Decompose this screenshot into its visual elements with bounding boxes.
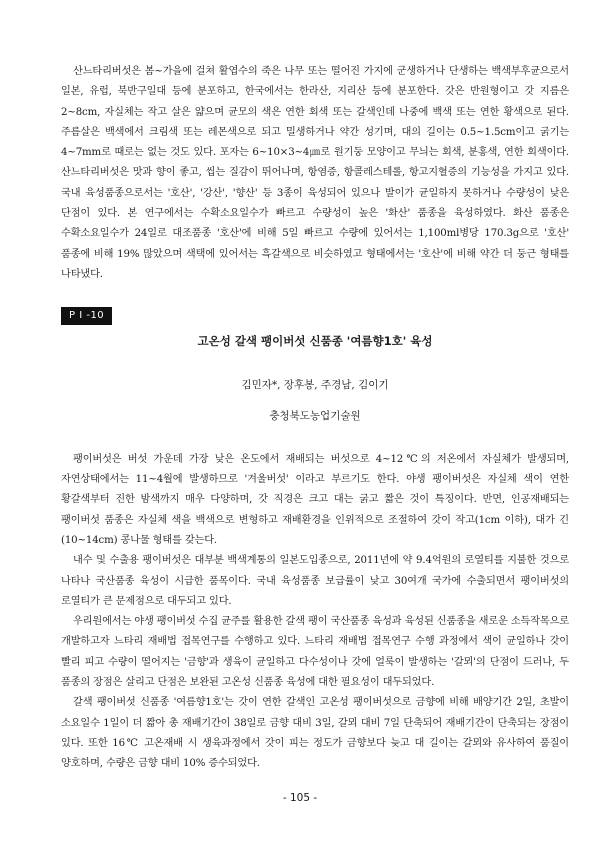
abstract-paragraph-3: 우리원에서는 야생 팽이버섯 수집 균주를 활용한 갈색 팽이 국산품종 육성과 육성된 신품종을 새로운 소득작목으로 개발하고자 느타리 재배법 접목연구를 수행하고 있다. 느타리 재배법 접목연구 수행 과정에서 색이 균일하나 갓이 빨리 피고 수량이 떨어지는 '금향'과 생육이 균일하고 다수성이나 갓에 얼룩이 발생하는 '갈뫼'의 단점이 드러나, 두 품종의 장점은 살리고 단점은 보완된 고온성 신품종 육성에 대한 필요성이 대두되었다. [61, 616, 569, 689]
document-page [61, 62, 569, 775]
abstract-paragraph-1: 팽이버섯은 버섯 가운데 가장 낮은 온도에서 재배되는 버섯으로 4~12℃의 저온에서 자실체가 발생되며, 자연상태에서는 11~4월에 발생하므로 '겨울버섯' 이라고 부르기도 한다. 야생 팽이버섯은 자실체 색이 연한 황갈색부터 진한 밤색까지 매우 다양하며, 갓 직경은 크고 대는 굵고 짧은 것이 특징이다. 반면, 인공재배되는 팽이버섯 품종은 자실체 색을 백색으로 변형하고 재배환경을 인위적으로 조절하여 갓이 작고(1cm 이하), 대가 긴(10~14cm) 콩나물 형태를 갖는다. [61, 453, 569, 546]
paper-title: 고온성 갈색 팽이버섯 신품종 '여름향1호' 육성 [197, 334, 433, 349]
section-badge: P I -10 [61, 307, 112, 325]
affiliation: 충청북도농업기술원 [269, 409, 361, 422]
intro-paragraph: 산느타리버섯은 봄~가을에 걸쳐 활엽수의 죽은 나무 또는 떨어진 가지에 군생하거나 단생하는 백색부후균으로서 일본, 유럽, 북반구일대 등에 분포하고, 한국에서는 한라산, 지리산 등에 분포한다. 갓은 반원형이고 갓 지름은 2~8cm, 자실체는 작고 살은 얇으며 균모의 색은 연한 회색 또는 갈색인데 나중에 백색 또는 연한 황색으로 된다. 주름살은 백색에서 크림색 또는 레몬색으로 되고 밀생하거나 약간 성기며, 대의 길이는 0.5~1.5cm이고 굵기는 4~7mm로 때로는 없는 것도 있다. 포자는 6~10×3~4㎛로 원기둥 모양이고 무늬는 회색, 분홍색, 연한 회색이다. 산느타리버섯은 맛과 향이 좋고, 씹는 질감이 뛰어나며, 항염증, 항콜레스테롤, 항고지혈증의 기능성을 가지고 있다. 국내 육성품종으로서는 '호산', '강산', '향산' 등 3종이 육성되어 있으나 발이가 균일하지 못하거나 수량성이 낮은 단점이 있다. 본 연구에서는 수확소요일수가 빠르고 수량성이 높은 '화산' 품종을 육성하였다. 화산 품종은 수확소요일수가 24일로 대조품종 '호산'에 비해 5일 빠르고 수량에 있어서는 1,100ml병당 170.3g으로 '호산' 품종에 비해 19% 많았으며 색택에 있어서는 흑갈색으로 비슷하였고 형태에서는 '호산'에 비해 약간 더 둥근 형태를 나타냈다. [61, 66, 569, 280]
page-number: - 105 - [282, 792, 318, 804]
abstract-paragraph-2: 내수 및 수출용 팽이버섯은 대부분 백색계통의 일본도입종으로, 2011년에 약 9.4억원의 로열티를 지불한 것으로 나타나 국산품종 육성이 시급한 품목이다. 국내 육성품종 보급률이 낮고 30여개 국가에 수출되면서 팽이버섯의 로열티가 큰 문제점으로 대두되고 있다. [61, 555, 569, 607]
authors: 김민자*, 장후봉, 주경남, 김이기 [241, 379, 389, 392]
abstract-paragraph-4: 갈색 팽이버섯 신품종 '여름향1호'는 갓이 연한 갈색인 고온성 팽이버섯으로 금향에 비해 배양기간 2일, 초발이 소요일수 1일이 더 짧아 총 재배기간이 38일로 금향 대비 3일, 갈뫼 대비 7일 단축되어 재배기간이 단축되는 장점이 있다. 또한 16℃ 고온재배 시 생육과정에서 갓이 피는 정도가 금향보다 늦고 대 길이는 갈뫼와 유사하여 품질이 양호하며, 수량은 금향 대비 10% 증수되었다. [61, 697, 569, 770]
abstract-body [61, 450, 569, 775]
